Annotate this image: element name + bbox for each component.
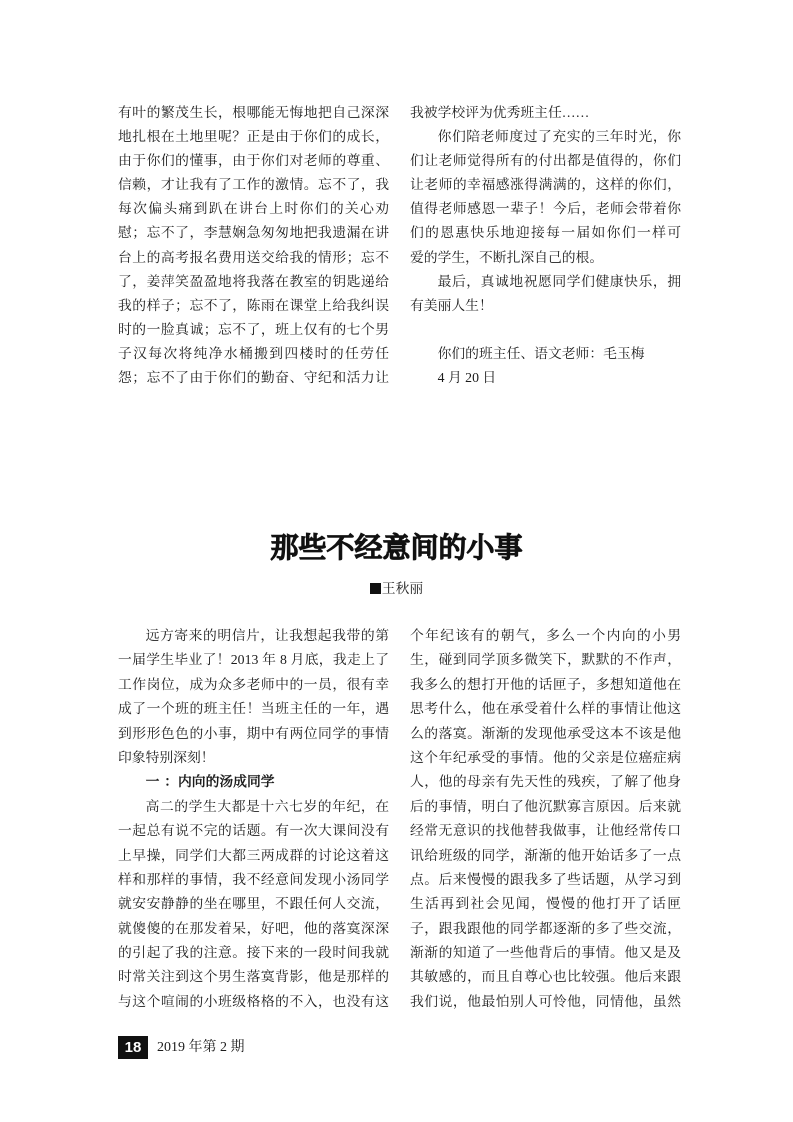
byline [0,580,793,598]
text-line: 时常关注到这个男生落寞背影，他是那样的 [118,969,389,985]
text-line: 我被学校评为优秀班主任…… [410,105,590,120]
page-number: 18 [124,1039,142,1056]
text-line: 们的恩惠快乐地迎接每一届如你们一样可 [410,225,681,241]
text-line: 我们说，他最怕别人可怜他，同情他，虽然 [410,993,681,1009]
paragraph [410,270,681,318]
text-line: 怨；忘不了由于你们的勤奋、守纪和活力让 [118,370,389,386]
text-line: 一起总有说不完的话题。有一次大课间没有 [118,823,389,839]
text-line: 其敏感的，而且自尊心也比较强。他后来跟 [410,969,681,985]
text-line: 值得老师感恩一辈子！今后，老师会带着你 [410,201,681,217]
black-square-icon [370,583,381,594]
paragraph [118,795,389,1015]
text-line: 有美丽人生！ [410,297,493,313]
author-name: 王秋丽 [381,581,424,596]
text-line: 我的样子；忘不了，陈雨在课堂上给我纠误 [118,297,389,313]
text-line: 我多么的想打开他的话匣子，多想知道他在 [410,676,681,692]
text-line: 到形形色色的小事，期中有两位同学的事情 [118,725,389,741]
text-line: 人，他的母亲有先天性的残疾，了解了他身 [410,774,681,790]
text-line: 工作岗位，成为众多老师中的一员，很有幸 [118,676,389,692]
text-line: 生，碰到同学顶多微笑下，默默的不作声， [410,652,681,668]
paragraph [410,624,681,1014]
text-line: 有叶的繁茂生长，根哪能无悔地把自己深深 [118,105,389,120]
text-line: 们让老师觉得所有的付出都是值得的，你们 [410,153,681,169]
blank-line [410,318,681,342]
text-line: 每次偏头痛到趴在讲台上时你们的关心劝 [118,201,389,217]
text-line: 点。后来慢慢的跟我多了些话题，从学习到 [410,871,681,887]
text-line: 上早操，同学们大都三两成群的讨论这着这 [118,847,389,863]
text-line: 了，姜萍笑盈盈地将我落在教室的钥匙递给 [118,273,389,289]
text-line: 爱的学生，不断扎深自己的根。 [410,249,604,265]
section-heading: 一 ：内向的汤成同学 [145,774,275,791]
text-line: 成了一个班的班主任！当班主任的一年，遇 [118,701,389,717]
text-line: 讯给班级的同学，渐渐的他开始话多了一点 [410,847,681,863]
issue-label: 2019 年第 2 期 [157,1040,245,1055]
text-line: 与这个喧闹的小班级格格的不入，也没有这 [118,993,389,1009]
text-line: 就安安静静的坐在哪里，不跟任何人交流， [118,896,389,912]
previous-article-left-column [118,101,389,390]
text-line: 地扎根在土地里呢？正是由于你们的成长， [118,129,389,145]
text-line: 你们的班主任、语文老师：毛玉梅 [437,345,645,361]
text-line: 经常无意识的找他替我做事，让他经常传口 [410,823,681,839]
page-number-badge [118,1036,148,1059]
text-line: 高二的学生大都是十六七岁的年纪，在 [145,798,389,814]
paragraph [410,342,681,366]
paragraph [410,366,681,390]
text-line: 子汉每次将纯净水桶搬到四楼时的任劳任 [118,345,389,361]
paragraph [118,101,389,390]
text-line: 印象特别深刻！ [118,749,215,765]
previous-article-right-column [410,101,681,390]
text-line: 思考什么，他在承受着什么样的事情让他这 [410,701,681,717]
text-line: 台上的高考报名费用送交给我的情形；忘不 [118,249,389,265]
text-line: 后的事情，明白了他沉默寡言原因。后来就 [410,798,681,814]
article-right-column [410,624,681,1014]
text-line: 一届学生毕业了！2013 年 8 月底，我走上了 [118,652,389,668]
text-line: 的引起了我的注意。接下来的一段时间我就 [118,945,389,961]
text-line: 个年纪该有的朝气，多么一个内向的小男 [410,628,681,643]
text-line: 4 月 20 日 [437,370,497,386]
paragraph [410,125,681,270]
text-line: 让老师的幸福感涨得满满的，这样的你们， [410,177,681,193]
text-line: 这个年纪承受的事情。他的父亲是位癌症病 [410,749,681,765]
text-line: 远方寄来的明信片，让我想起我带的第 [145,628,389,643]
text-line: 由于你们的懂事，由于你们对老师的尊重、 [118,153,389,169]
text-line: 信赖，才让我有了工作的激情。忘不了，我 [118,177,389,193]
paragraph [410,101,681,125]
text-line: 么的落寞。渐渐的发现他承受这本不该是他 [410,725,681,741]
text-line: 就傻傻的在那发着呆，好吧，他的落寞深深 [118,920,389,936]
text-line: 慰；忘不了，李慧娴急匆匆地把我遗漏在讲 [118,225,389,241]
text-line: 渐渐的知道了一些他背后的事情。他又是及 [410,945,681,961]
text-line: 你们陪老师度过了充实的三年时光，你 [437,129,681,145]
text-line: 样和那样的事情，我不经意间发现小汤同学 [118,871,389,887]
text-line: 时的一脸真诚；忘不了，班上仅有的七个男 [118,321,389,337]
text-line: 生活再到社会见闻，慢慢的他打开了话匣 [410,896,681,912]
article-left-column [118,624,389,1014]
paragraph [118,624,389,770]
article-title: 那些不经意间的小事 [270,531,523,564]
text-line: 最后，真诚地祝愿同学们健康快乐，拥 [437,273,681,289]
text-line: 子，跟我跟他的同学都逐渐的多了些交流， [410,920,681,936]
